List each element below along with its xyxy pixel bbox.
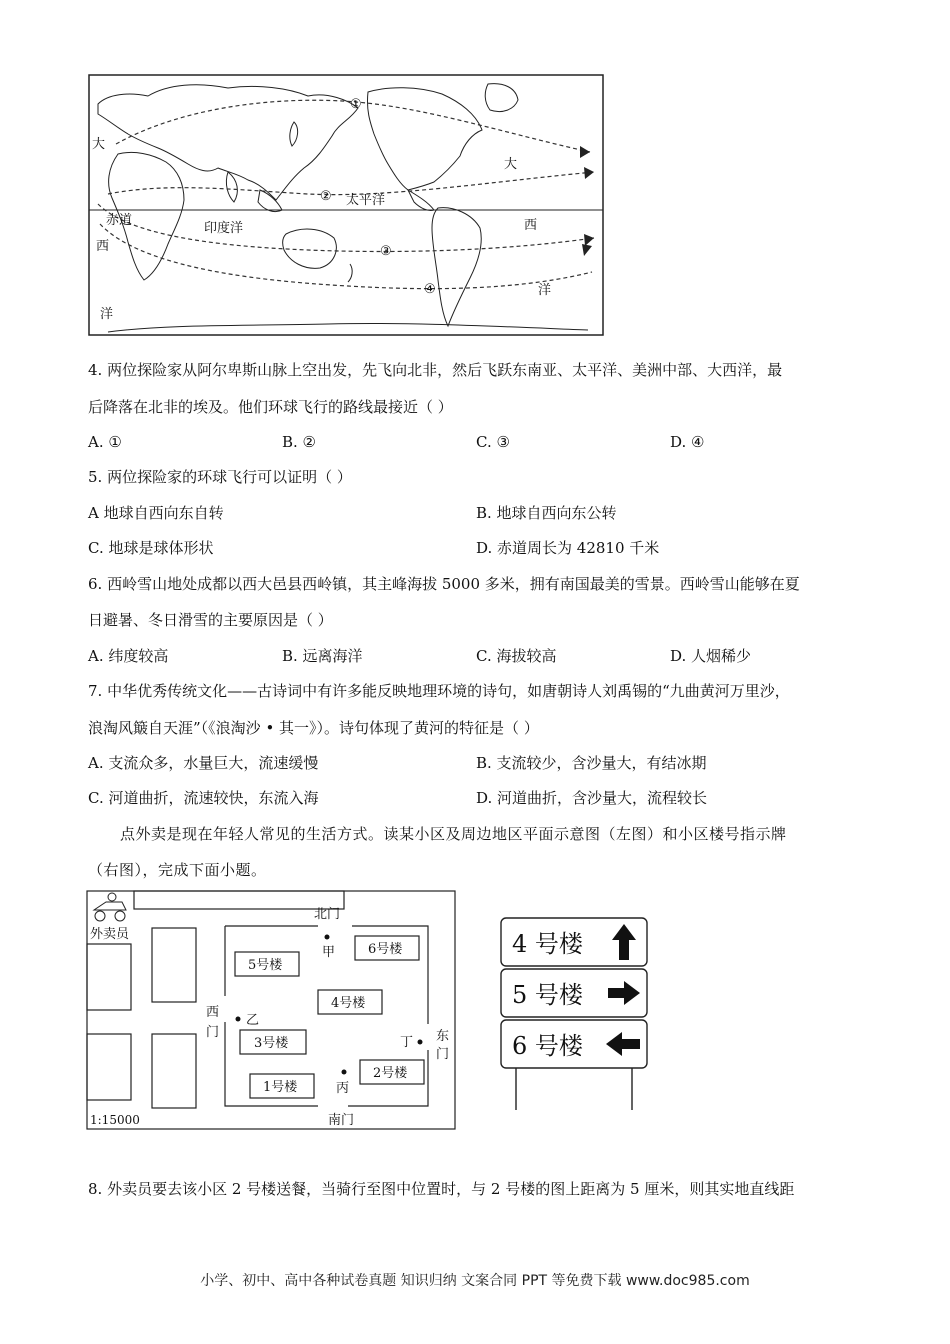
route-1-label: ①	[350, 97, 362, 112]
atlantic-da-left: 大	[92, 137, 106, 152]
q4-option-a[interactable]: A. ①	[88, 433, 122, 451]
atlantic-xi-right: 西	[524, 218, 538, 233]
deliverer-label: 外卖员	[90, 927, 130, 942]
intro-line-2: （右图），完成下面小题。	[88, 861, 267, 879]
north-gate-label: 北门	[314, 907, 341, 922]
pacific-label: 太平洋	[346, 193, 386, 208]
q7-line-2: 浪淘风簸自天涯”（《浪淘沙 • 其一》）。诗句体现了黄河的特征是（ ）	[88, 719, 539, 737]
building-3-label: 3号楼	[254, 1036, 289, 1051]
q7-option-c[interactable]: C. 河道曲折，流速较快，东流入海	[88, 789, 319, 807]
atlantic-yang-right: 洋	[538, 283, 552, 298]
q5-option-d[interactable]: D. 赤道周长为 42810 千米	[476, 539, 660, 557]
q5-option-b[interactable]: B. 地球自西向东公转	[476, 504, 617, 522]
arrow-left-icon	[606, 1032, 640, 1056]
q5-option-a[interactable]: A 地球自西向东自转	[88, 504, 224, 522]
point-yi-dot	[236, 1017, 241, 1022]
q6-option-d[interactable]: D. 人烟稀少	[670, 647, 752, 665]
q7-line-1: 7. 中华优秀传统文化——古诗词中有许多能反映地理环境的诗句，如唐朝诗人刘禹锡的“九曲黄河万里沙，	[88, 682, 790, 700]
building-4-label: 4号楼	[331, 996, 366, 1011]
q5-line-1: 5. 两位探险家的环球飞行可以证明（ ）	[88, 468, 352, 486]
east-gate-label-2: 门	[436, 1047, 450, 1062]
atlantic-da-right: 大	[504, 157, 518, 172]
point-bing-dot	[342, 1070, 347, 1075]
q7-option-d[interactable]: D. 河道曲折，含沙量大，流程较长	[476, 789, 708, 807]
q4-line-2: 后降落在北非的埃及。他们环球飞行的路线最接近（ ）	[88, 398, 453, 416]
south-gate-label: 南门	[328, 1113, 355, 1128]
community-map	[86, 890, 458, 1132]
sign-row-1-label: 4 号楼	[512, 930, 583, 958]
route-2-label: ②	[320, 189, 332, 204]
arrow-up-icon	[612, 924, 636, 960]
building-signpost	[498, 914, 652, 1114]
atlantic-yang-left: 洋	[100, 307, 114, 322]
q7-option-b[interactable]: B. 支流较少，含沙量大，有结冰期	[476, 754, 707, 772]
building-5-label: 5号楼	[248, 958, 283, 973]
q7-option-a[interactable]: A. 支流众多，水量巨大，流速缓慢	[88, 754, 319, 772]
q6-option-c[interactable]: C. 海拔较高	[476, 647, 557, 665]
point-bing-label: 丙	[336, 1081, 350, 1096]
q4-option-c[interactable]: C. ③	[476, 433, 510, 451]
east-gate-label-1: 东	[436, 1029, 450, 1044]
point-yi-label: 乙	[246, 1013, 260, 1028]
arrow-right-icon	[608, 981, 640, 1005]
route-4-label: ④	[424, 282, 436, 297]
building-6-label: 6号楼	[368, 942, 403, 957]
building-1-label: 1号楼	[263, 1080, 298, 1095]
page-footer: 小学、初中、高中各种试卷真题 知识归纳 文案合同 PPT 等免费下载 www.doc985.com	[200, 1273, 750, 1289]
route-3-label: ③	[380, 244, 392, 259]
q6-option-a[interactable]: A. 纬度较高	[88, 647, 169, 665]
q5-option-c[interactable]: C. 地球是球体形状	[88, 539, 214, 557]
point-ding-label: 丁	[400, 1035, 414, 1050]
equator-label: 赤道	[106, 213, 133, 228]
q6-option-b[interactable]: B. 远离海洋	[282, 647, 363, 665]
q4-option-b[interactable]: B. ②	[282, 433, 317, 451]
intro-line-1: 点外卖是现在年轻人常见的生活方式。读某小区及周边地区平面示意图（左图）和小区楼号指示牌	[120, 825, 787, 843]
q6-line-2: 日避暑、冬日滑雪的主要原因是（ ）	[88, 611, 333, 629]
point-jia-label: 甲	[322, 945, 336, 960]
point-ding-dot	[418, 1040, 423, 1045]
world-map	[88, 74, 604, 336]
west-gate-label-1: 西	[206, 1005, 220, 1020]
scale-label: 1:15000	[90, 1113, 140, 1127]
west-gate-label-2: 门	[206, 1025, 220, 1040]
point-jia-dot	[325, 935, 330, 940]
sign-row-3-label: 6 号楼	[512, 1032, 583, 1060]
atlantic-xi-left: 西	[96, 239, 110, 254]
q6-line-1: 6. 西岭雪山地处成都以西大邑县西岭镇，其主峰海拔 5000 多米，拥有南国最美的雪景。西岭雪山能够在夏	[88, 575, 800, 593]
q4-line-1: 4. 两位探险家从阿尔卑斯山脉上空出发，先飞向北非，然后飞跃东南亚、太平洋、美洲中部、大西洋，最	[88, 361, 783, 379]
building-2-label: 2号楼	[373, 1066, 408, 1081]
q8-line-1: 8. 外卖员要去该小区 2 号楼送餐，当骑行至图中位置时，与 2 号楼的图上距离为 5 厘米，则其实地直线距	[88, 1180, 795, 1198]
indian-ocean-label: 印度洋	[204, 221, 244, 236]
sign-row-2-label: 5 号楼	[512, 981, 583, 1009]
q4-option-d[interactable]: D. ④	[670, 433, 705, 451]
